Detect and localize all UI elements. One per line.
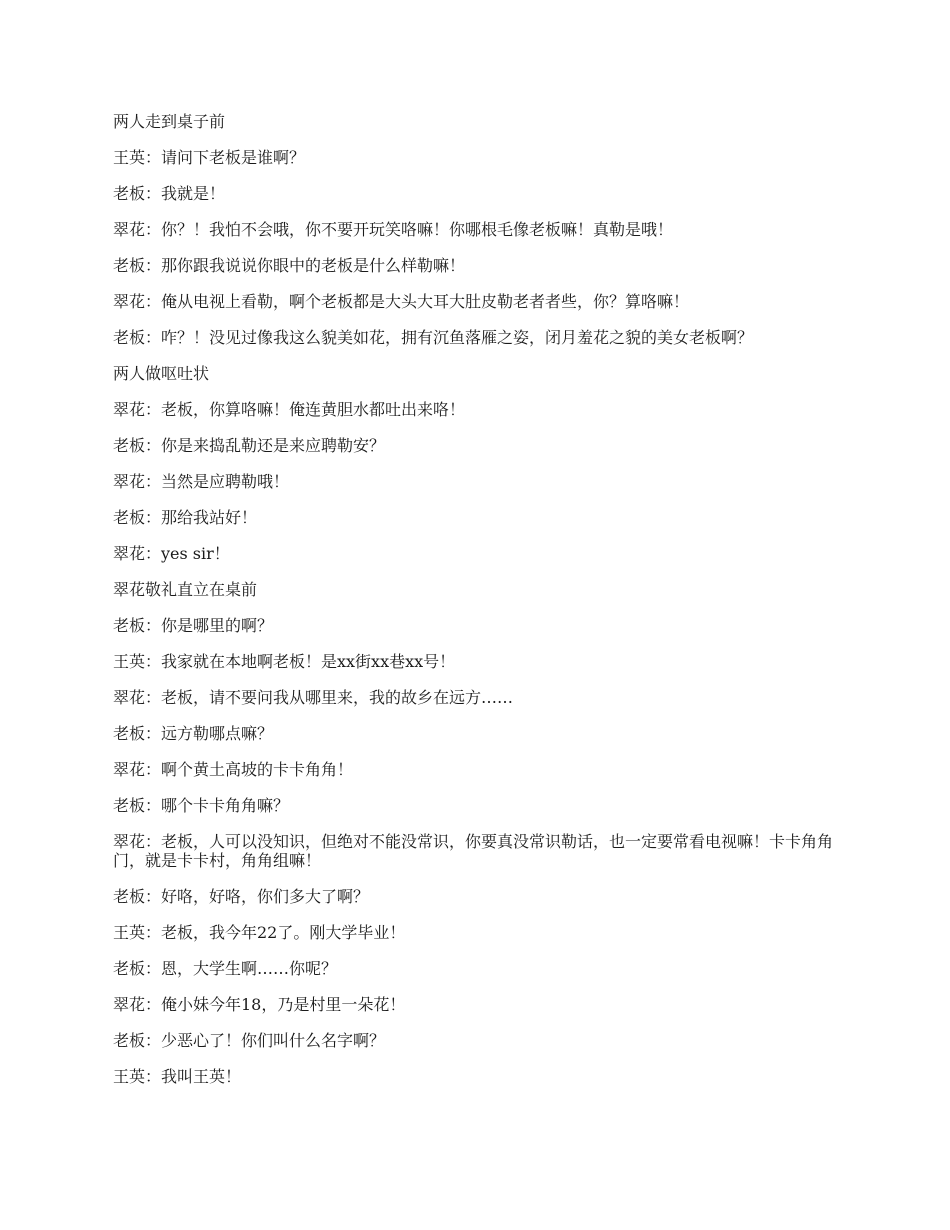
paragraph-dialogue: 翠花：老板，你算咯嘛！俺连黄胆水都吐出来咯！ bbox=[113, 400, 466, 419]
paragraph-dialogue: 翠花：俺小妹今年18，乃是村里一朵花！ bbox=[113, 995, 406, 1014]
paragraph-dialogue: 翠花：老板，人可以没知识，但绝对不能没常识，你要真没常识勒话，也一定要常看电视嘛！卡卡角角门，就是卡卡村，角角组嘛！ bbox=[113, 832, 834, 870]
paragraph-dialogue: 老板：哪个卡卡角角嘛？ bbox=[113, 796, 290, 815]
paragraph-stage-direction: 两人做呕吐状 bbox=[113, 364, 210, 383]
paragraph-dialogue: 王英：老板，我今年22了。刚大学毕业！ bbox=[113, 923, 406, 942]
paragraph-dialogue: 翠花：俺从电视上看勒，啊个老板都是大头大耳大肚皮勒老者者些，你？算咯嘛！ bbox=[113, 292, 690, 311]
paragraph-dialogue: 老板：咋？！没见过像我这么貌美如花，拥有沉鱼落雁之姿，闭月羞花之貌的美女老板啊？ bbox=[113, 328, 754, 347]
paragraph-dialogue: 老板：你是哪里的啊？ bbox=[113, 616, 274, 635]
paragraph-dialogue: 老板：少恶心了！你们叫什么名字啊？ bbox=[113, 1031, 386, 1050]
paragraph-dialogue: 老板：你是来捣乱勒还是来应聘勒安？ bbox=[113, 436, 386, 455]
paragraph-stage-direction: 翠花敬礼直立在桌前 bbox=[113, 580, 258, 599]
paragraph-dialogue: 老板：我就是！ bbox=[113, 184, 226, 203]
paragraph-stage-direction: 两人走到桌子前 bbox=[113, 112, 226, 131]
paragraph-dialogue: 老板：那给我站好！ bbox=[113, 508, 258, 527]
paragraph-dialogue: 翠花：当然是应聘勒哦！ bbox=[113, 472, 290, 491]
paragraph-dialogue: 翠花：你？！我怕不会哦，你不要开玩笑咯嘛！你哪根毛像老板嘛！真勒是哦！ bbox=[113, 220, 674, 239]
paragraph-dialogue: 王英：我叫王英！ bbox=[113, 1067, 242, 1086]
paragraph-dialogue: 翠花：老板，请不要问我从哪里来，我的故乡在远方…… bbox=[113, 688, 514, 707]
paragraph-dialogue: 老板：远方勒哪点嘛？ bbox=[113, 724, 274, 743]
paragraph-dialogue: 翠花：啊个黄土高坡的卡卡角角！ bbox=[113, 760, 354, 779]
paragraph-dialogue: 王英：请问下老板是谁啊？ bbox=[113, 148, 306, 167]
document-body bbox=[113, 112, 843, 1103]
paragraph-dialogue: 王英：我家就在本地啊老板！是xx街xx巷xx号！ bbox=[113, 652, 456, 671]
paragraph-dialogue: 老板：好咯，好咯，你们多大了啊？ bbox=[113, 887, 370, 906]
paragraph-dialogue: 老板：恩，大学生啊……你呢？ bbox=[113, 959, 338, 978]
paragraph-dialogue: 老板：那你跟我说说你眼中的老板是什么样勒嘛！ bbox=[113, 256, 466, 275]
paragraph-dialogue: 翠花：yes sir！ bbox=[113, 544, 230, 563]
